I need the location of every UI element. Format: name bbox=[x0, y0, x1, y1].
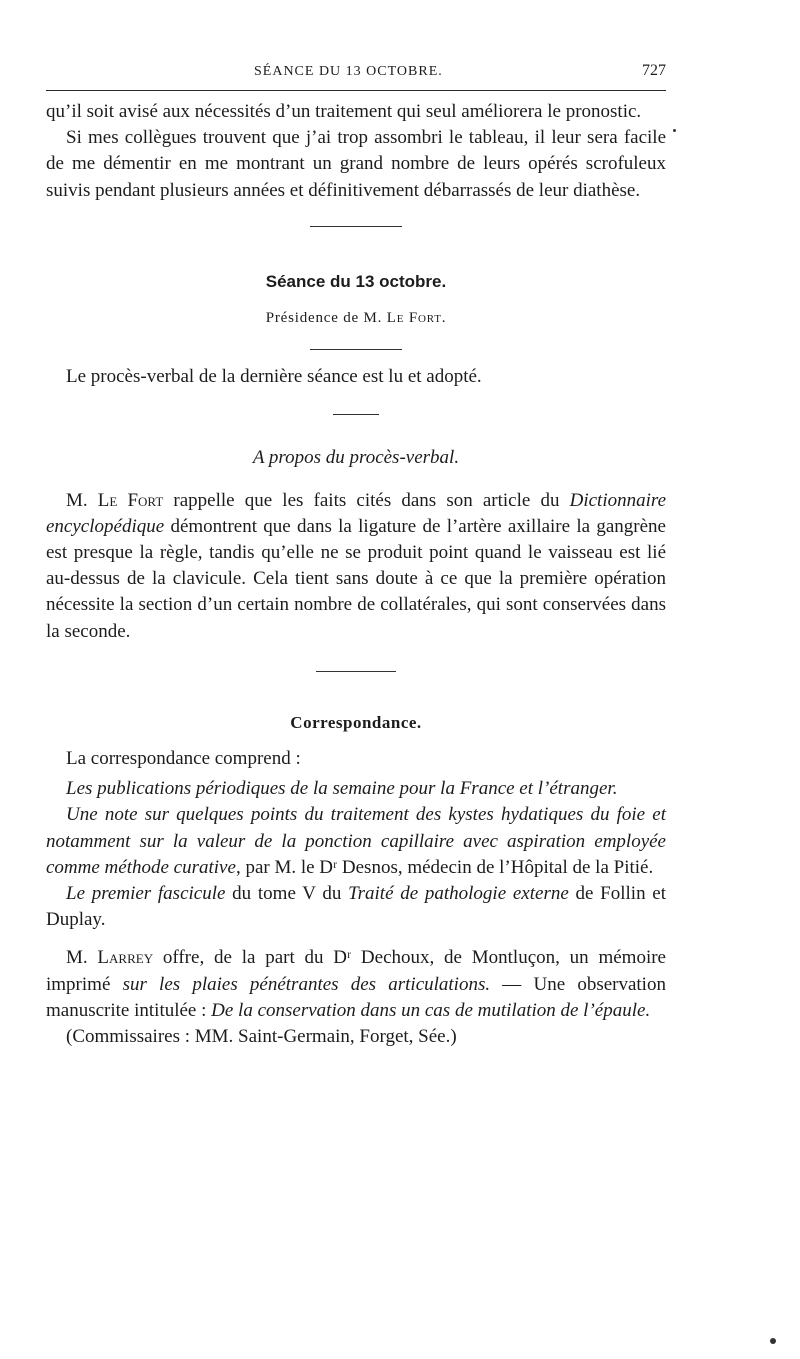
larrey-memoir-title: sur les plaies pénétrantes des articulations. bbox=[122, 973, 491, 995]
correspondance-intro: La correspondance comprend : bbox=[66, 748, 301, 770]
item-3-title: Le premier fascicule bbox=[66, 883, 226, 905]
larrey-text-2: — Une observation manuscrite intitulée : bbox=[46, 973, 666, 1021]
section-separator bbox=[333, 414, 379, 415]
print-speck bbox=[673, 129, 676, 132]
presidence-suffix: . bbox=[441, 310, 447, 327]
apropos-heading: A propos du procès-verbal. bbox=[252, 447, 460, 469]
presidence-name: Le Fort bbox=[386, 310, 442, 327]
running-title: SÉANCE DU 13 OCTOBRE. bbox=[254, 64, 443, 79]
correspondance-item-1 bbox=[46, 776, 666, 802]
item-3-end: de Follin et Duplay. bbox=[46, 883, 667, 931]
correspondance-item-2 bbox=[46, 802, 666, 881]
item-3-mid: du tome V du bbox=[225, 883, 349, 905]
apropos-text-after: démontrent que dans la ligature de l’artère axillaire la gangrène est presque la règle, tandis qu’elle ne se produit point quand le vaisseau est lié au-dessus de la clavicule. Cela tient sans doute à ce que la première opération nécessite la section d’un certain nombre de collatérales, qui sont conservées dans la seconde. bbox=[46, 515, 666, 642]
presidence-line bbox=[46, 305, 666, 331]
larrey-name: M. Larrey bbox=[66, 947, 154, 969]
speaker-name: M. Le Fort bbox=[66, 489, 164, 511]
apropos-paragraph bbox=[46, 488, 666, 645]
seance-heading: Séance du 13 octobre. bbox=[265, 271, 447, 291]
cited-work: Dictionnaire encyclopédique bbox=[46, 489, 667, 537]
header-rule bbox=[46, 90, 666, 91]
running-header bbox=[46, 58, 666, 86]
section-separator bbox=[316, 671, 396, 672]
section-separator bbox=[310, 349, 402, 350]
apropos-text-before: rappelle que les faits cités dans son article du bbox=[163, 489, 570, 511]
larrey-paragraph bbox=[46, 945, 666, 1024]
print-speck bbox=[770, 1338, 776, 1344]
intro-paragraph-1: qu’il soit avisé aux nécessités d’un traitement qui seul améliorera le pronostic. bbox=[46, 101, 642, 122]
item-1-text: Les publications périodiques de la semaine pour la France et l’étranger. bbox=[66, 778, 618, 800]
intro-paragraph-2: Si mes collègues trouvent que j’ai trop assombri le tableau, il leur sera facile de me démentir en me montrant un grand nombre de leurs opérés scrofuleux suivis pendant plusieurs années et définitivement débarrassés de leur diathèse. bbox=[46, 127, 666, 201]
page-number: 727 bbox=[642, 62, 666, 79]
document-page bbox=[46, 58, 666, 1050]
section-separator bbox=[310, 226, 402, 227]
item-2-title: Une note sur quelques points du traitement des kystes hydatiques du foie et notamment sur la valeur de la ponction capillaire avec aspiration employée comme méthode curative bbox=[46, 804, 666, 878]
item-2-rest: , par M. le Dʳ Desnos, médecin de l’Hôpital de la Pitié. bbox=[235, 856, 654, 878]
correspondance-item-3 bbox=[46, 881, 666, 933]
proces-verbal-line: Le procès-verbal de la dernière séance est lu et adopté. bbox=[66, 366, 482, 388]
larrey-observation-title: De la conservation dans un cas de mutilation de l’épaule. bbox=[211, 999, 651, 1021]
item-3-work: Traité de pathologie externe bbox=[348, 883, 569, 905]
correspondance-heading: Correspondance. bbox=[290, 712, 422, 732]
commissaires-line: (Commissaires : MM. Saint-Germain, Forget, Sée.) bbox=[66, 1026, 457, 1048]
larrey-text-1: offre, de la part du Dʳ Dechoux, de Montluçon, un mémoire imprimé bbox=[46, 947, 666, 995]
presidence-prefix: Présidence de M. bbox=[265, 310, 383, 327]
